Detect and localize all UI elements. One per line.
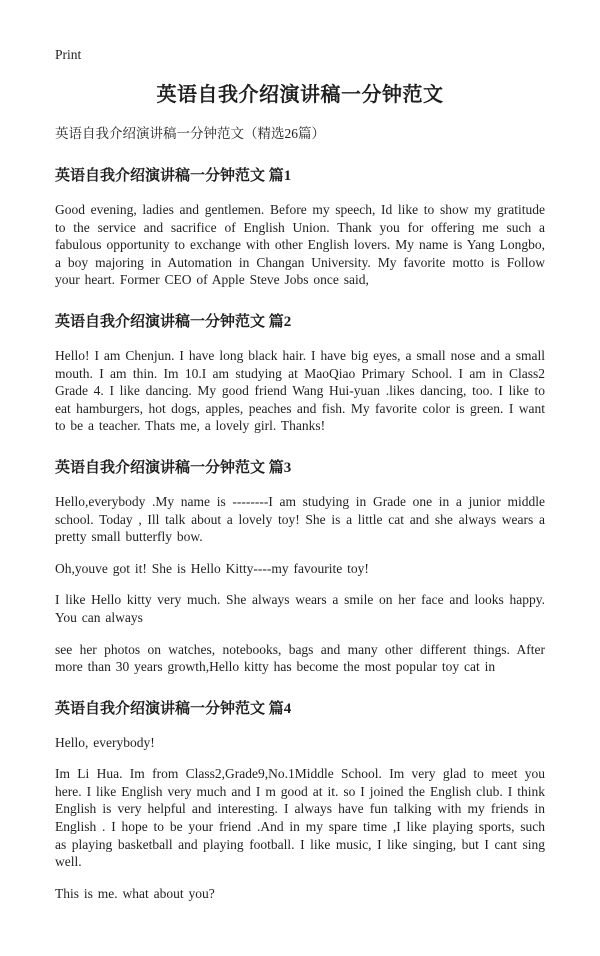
paragraph: Hello, everybody! bbox=[55, 734, 155, 750]
paragraph: This is me. what about you? bbox=[55, 885, 215, 901]
essay-section bbox=[55, 313, 545, 435]
print-link[interactable]: Print bbox=[55, 47, 82, 62]
sections-container bbox=[55, 167, 545, 902]
essay-section bbox=[55, 700, 545, 903]
paragraph: Hello,everybody .My name is --------I am studying in Grade one in a junior middle school. Today , Ill talk about a lovely toy! She is a little cat and she always wears a pretty small butterfly bow. bbox=[55, 493, 545, 545]
section-heading: 英语自我介绍演讲稿一分钟范文 篇2 bbox=[55, 313, 292, 330]
essay-section bbox=[55, 459, 545, 676]
paragraph: Hello! I am Chenjun. I have long black hair. I have big eyes, a small nose and a small mouth. I am thin. Im 10.I am studying at MaoQiao Primary School. I am in Class2 Grade 4. I like dancing. My good friend Wang Hui-yuan .likes dancing, too. I like to eat hamburgers, hot dogs, apples, peaches and fish. My favorite color is green. I want to be a teacher. Thats me, a lovely girl. Thanks! bbox=[55, 347, 545, 434]
essay-section bbox=[55, 167, 545, 289]
paragraph: I like Hello kitty very much. She always wears a smile on her face and looks happy. You can always bbox=[55, 592, 545, 625]
paragraph: see her photos on watches, notebooks, bags and many other different things. After more than 30 years growth,Hello kitty has become the most popular toy cat in bbox=[55, 641, 545, 675]
subtitle: 英语自我介绍演讲稿一分钟范文（精选26篇） bbox=[55, 126, 325, 141]
section-heading: 英语自我介绍演讲稿一分钟范文 篇4 bbox=[55, 700, 292, 717]
page-title: 英语自我介绍演讲稿一分钟范文 bbox=[156, 84, 444, 106]
section-heading: 英语自我介绍演讲稿一分钟范文 篇1 bbox=[55, 168, 292, 184]
paragraph: Oh,youve got it! She is Hello Kitty----my favourite toy! bbox=[55, 560, 369, 576]
paragraph: Im Li Hua. Im from Class2,Grade9,No.1Middle School. Im very glad to meet you here. I like English very much and I m good at it. so I joined the English club. I think English is very helpful and interesting. I always have fun talking with my friends in English . I hope to be your friend .And in my spare time ,I like playing sports, such as playing basketball and playing football. I like music, I like singing, but I cant sing well. bbox=[55, 766, 545, 870]
paragraph: Good evening, ladies and gentlemen. Before my speech, Id like to show my gratitude to the service and sacrifice of English Union. Thank you for offering me such a fabulous opportunity to exchange with other English lovers. My name is Yang Longbo, a boy majoring in Automation in Changan University. My favorite motto is Follow your heart. Former CEO of Apple Steve Jobs once said, bbox=[55, 202, 545, 288]
section-heading: 英语自我介绍演讲稿一分钟范文 篇3 bbox=[55, 459, 292, 476]
